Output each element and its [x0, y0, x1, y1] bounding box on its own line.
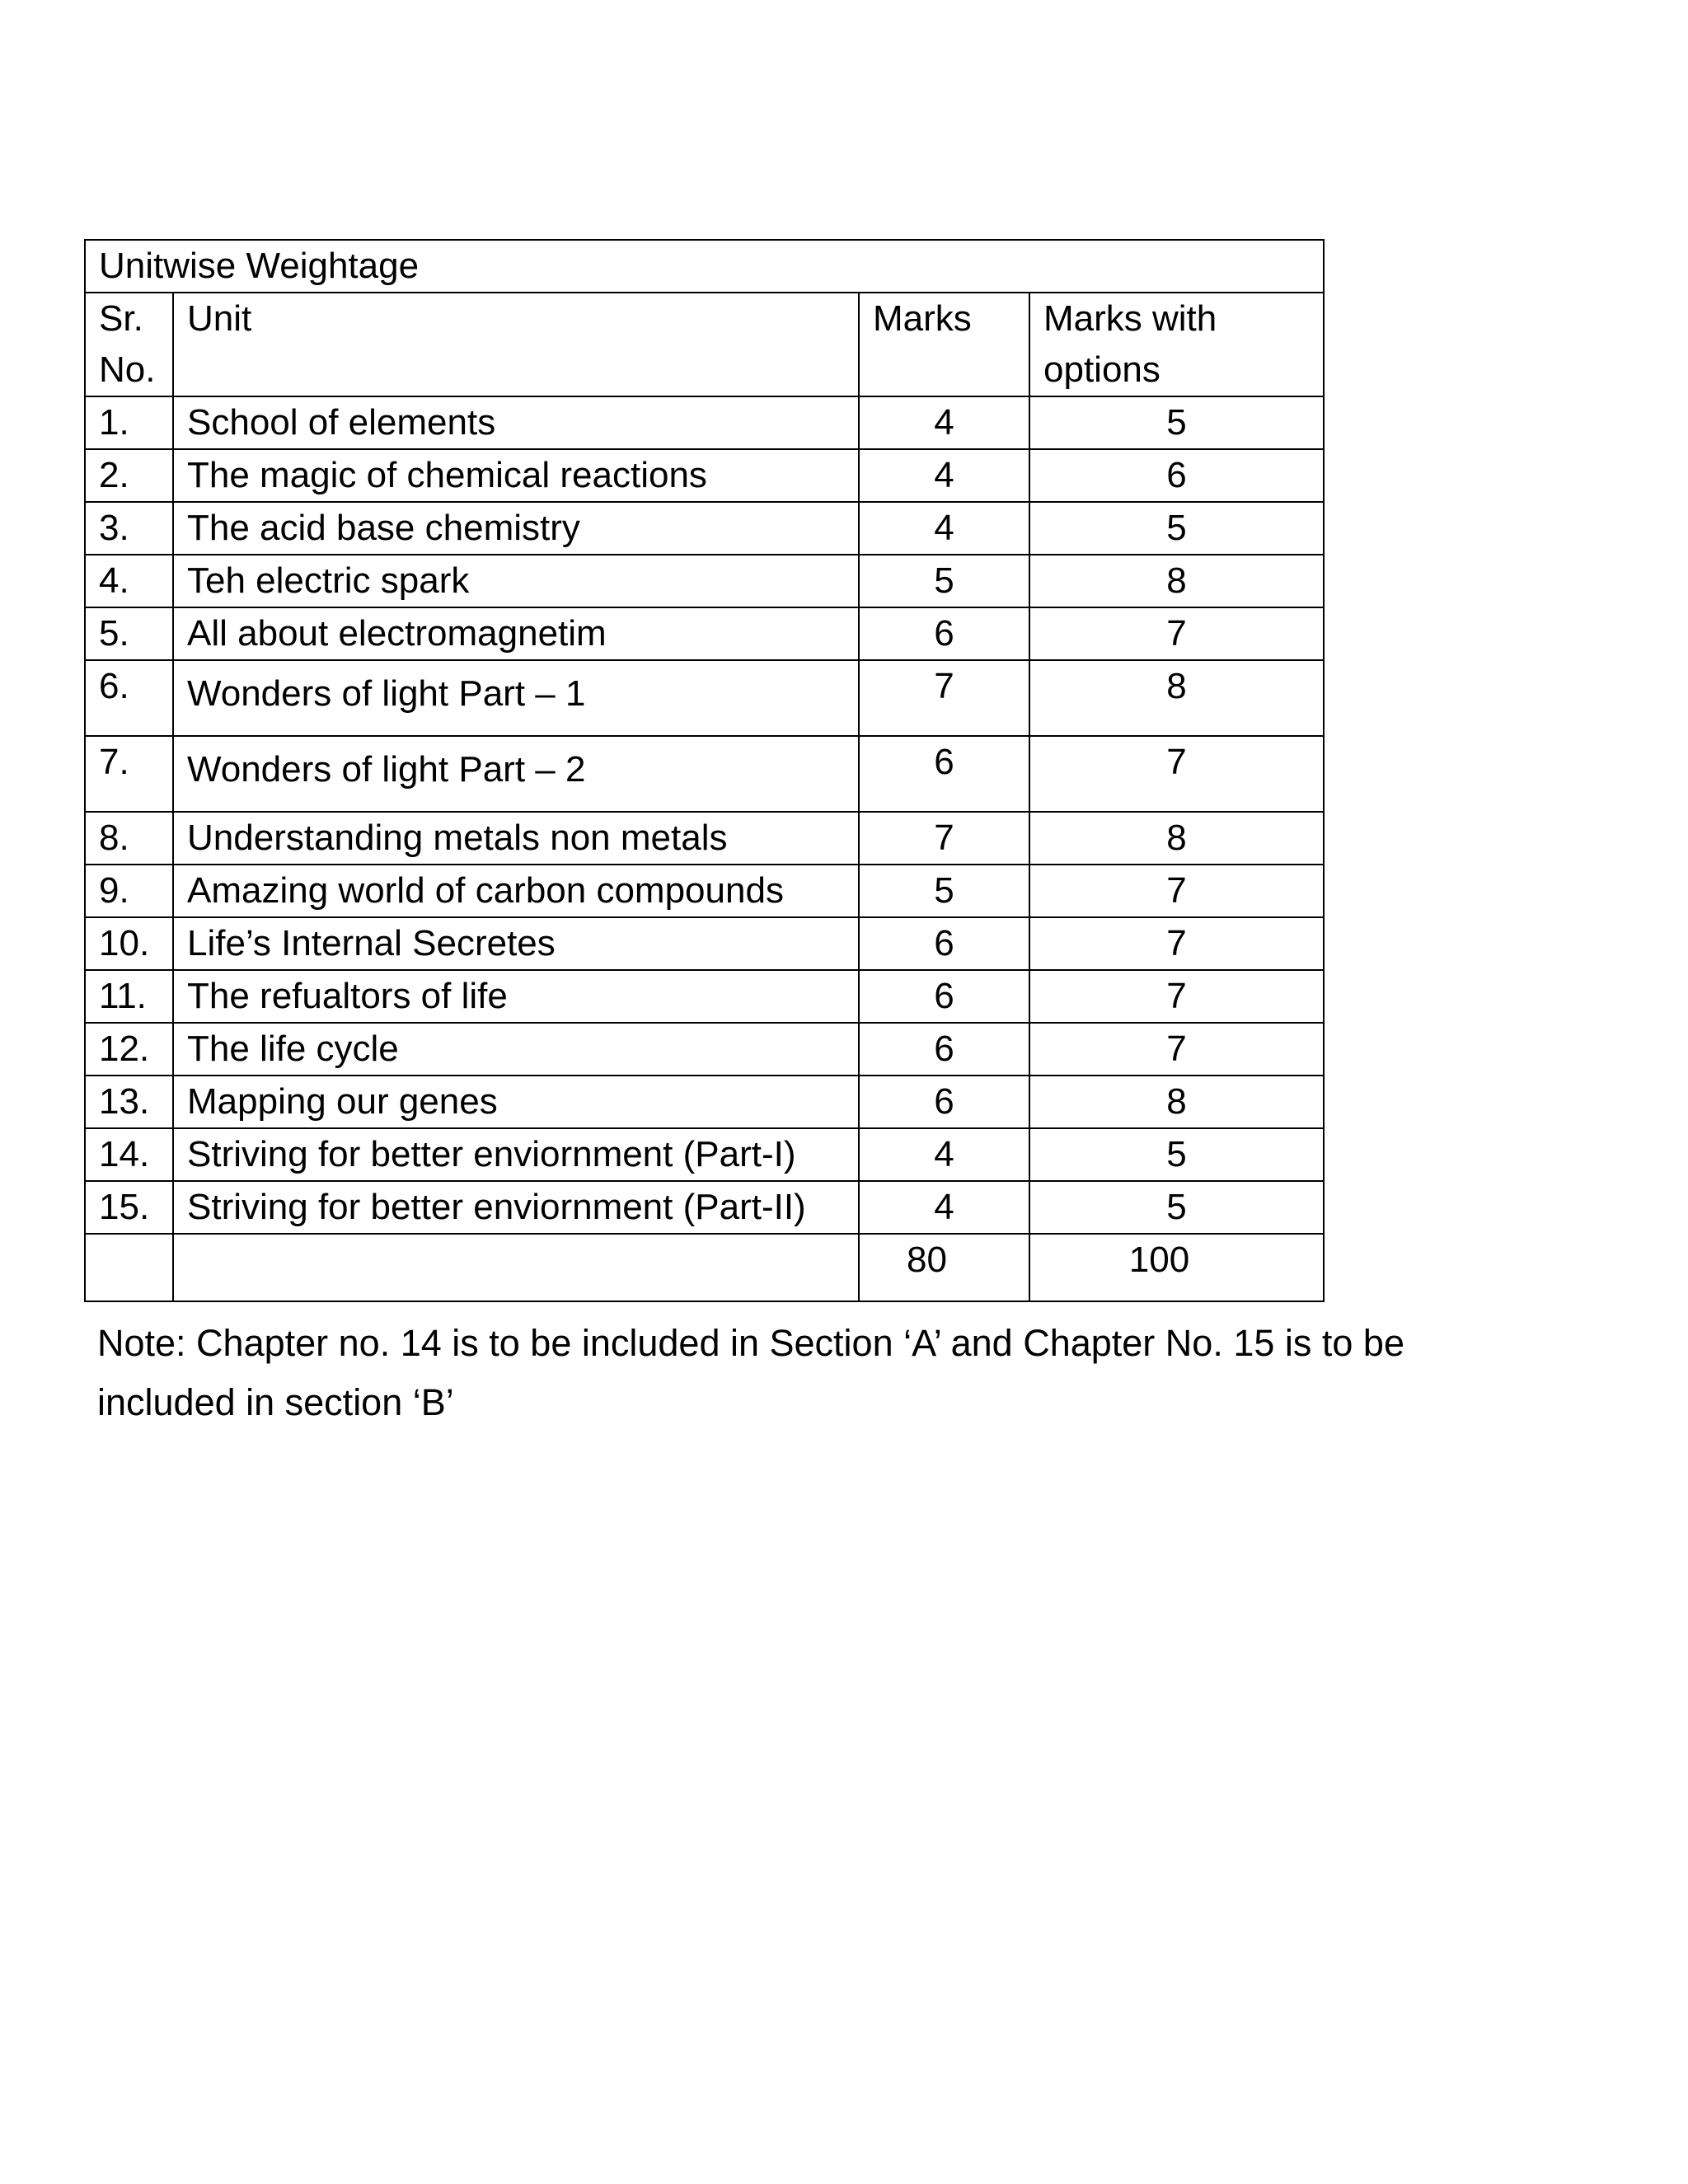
- table-row: [85, 970, 1324, 1023]
- table-title-row: [85, 240, 1324, 293]
- row-unit: Life’s Internal Secretes: [173, 917, 859, 970]
- row-marks: 7: [859, 812, 1029, 865]
- row-sr-no: 11.: [85, 970, 173, 1023]
- row-marks: 6: [859, 970, 1029, 1023]
- row-sr-no: 8.: [85, 812, 173, 865]
- row-unit: Wonders of light Part – 1: [173, 660, 859, 736]
- row-sr-no: 13.: [85, 1076, 173, 1128]
- table-row: [85, 607, 1324, 660]
- totals-unit-empty: [173, 1234, 859, 1301]
- row-sr-no: 7.: [85, 736, 173, 812]
- row-marks-with-options: 8: [1029, 812, 1324, 865]
- header-marks-with-options: Marks with options: [1029, 293, 1324, 396]
- row-marks: 6: [859, 607, 1029, 660]
- row-unit: Mapping our genes: [173, 1076, 859, 1128]
- table-row: [85, 555, 1324, 607]
- row-unit: Teh electric spark: [173, 555, 859, 607]
- row-marks-with-options: 7: [1029, 607, 1324, 660]
- table-row: [85, 1076, 1324, 1128]
- row-marks: 6: [859, 1023, 1029, 1076]
- row-marks-with-options: 8: [1029, 1076, 1324, 1128]
- row-sr-no: 3.: [85, 502, 173, 555]
- row-sr-no: 4.: [85, 555, 173, 607]
- table-row: [85, 396, 1324, 449]
- row-sr-no: 5.: [85, 607, 173, 660]
- total-marks-with-options: 100: [1029, 1234, 1324, 1301]
- row-marks-with-options: 5: [1029, 502, 1324, 555]
- header-sr-no: Sr. No.: [85, 293, 173, 396]
- total-marks: 80: [859, 1234, 1029, 1301]
- table-row: [85, 865, 1324, 917]
- totals-sr-empty: [85, 1234, 173, 1301]
- row-marks-with-options: 8: [1029, 660, 1324, 736]
- row-marks: 6: [859, 736, 1029, 812]
- row-unit: Wonders of light Part – 2: [173, 736, 859, 812]
- row-unit: School of elements: [173, 396, 859, 449]
- row-marks: 5: [859, 865, 1029, 917]
- row-marks-with-options: 5: [1029, 1128, 1324, 1181]
- row-marks: 5: [859, 555, 1029, 607]
- row-marks-with-options: 7: [1029, 865, 1324, 917]
- row-marks-with-options: 5: [1029, 396, 1324, 449]
- table-row: [85, 1023, 1324, 1076]
- row-sr-no: 15.: [85, 1181, 173, 1234]
- row-unit: Striving for better enviornment (Part-I): [173, 1128, 859, 1181]
- row-marks: 6: [859, 917, 1029, 970]
- table-row: [85, 1128, 1324, 1181]
- table-row: [85, 660, 1324, 736]
- table-row: [85, 736, 1324, 812]
- row-sr-no: 2.: [85, 449, 173, 502]
- row-marks-with-options: 8: [1029, 555, 1324, 607]
- row-marks: 4: [859, 1128, 1029, 1181]
- row-marks-with-options: 7: [1029, 917, 1324, 970]
- totals-row: [85, 1234, 1324, 1301]
- table-title: Unitwise Weightage: [85, 240, 1324, 293]
- row-marks: 4: [859, 396, 1029, 449]
- table-row: [85, 812, 1324, 865]
- row-marks: 7: [859, 660, 1029, 736]
- row-marks: 4: [859, 449, 1029, 502]
- row-marks-with-options: 7: [1029, 736, 1324, 812]
- row-marks: 4: [859, 502, 1029, 555]
- header-unit: Unit: [173, 293, 859, 396]
- row-unit: The magic of chemical reactions: [173, 449, 859, 502]
- row-unit: All about electromagnetim: [173, 607, 859, 660]
- row-sr-no: 14.: [85, 1128, 173, 1181]
- row-unit: Amazing world of carbon compounds: [173, 865, 859, 917]
- row-unit: The life cycle: [173, 1023, 859, 1076]
- row-sr-no: 12.: [85, 1023, 173, 1076]
- table-row: [85, 449, 1324, 502]
- table-row: [85, 502, 1324, 555]
- row-marks-with-options: 6: [1029, 449, 1324, 502]
- note-text: Note: Chapter no. 14 is to be included in Section ‘A’ and Chapter No. 15 is to be included in section ‘B’: [97, 1322, 1404, 1423]
- row-unit: The acid base chemistry: [173, 502, 859, 555]
- table-row: [85, 1181, 1324, 1234]
- row-marks: 4: [859, 1181, 1029, 1234]
- header-marks: Marks: [859, 293, 1029, 396]
- row-marks-with-options: 7: [1029, 970, 1324, 1023]
- row-marks-with-options: 7: [1029, 1023, 1324, 1076]
- row-unit: Understanding metals non metals: [173, 812, 859, 865]
- row-sr-no: 6.: [85, 660, 173, 736]
- row-unit: The refualtors of life: [173, 970, 859, 1023]
- row-sr-no: 10.: [85, 917, 173, 970]
- table-header-row: [85, 293, 1324, 396]
- row-marks: 6: [859, 1076, 1029, 1128]
- row-unit: Striving for better enviornment (Part-II): [173, 1181, 859, 1234]
- row-sr-no: 9.: [85, 865, 173, 917]
- table-row: [85, 917, 1324, 970]
- row-marks-with-options: 5: [1029, 1181, 1324, 1234]
- row-sr-no: 1.: [85, 396, 173, 449]
- unitwise-weightage-table: [84, 239, 1325, 1302]
